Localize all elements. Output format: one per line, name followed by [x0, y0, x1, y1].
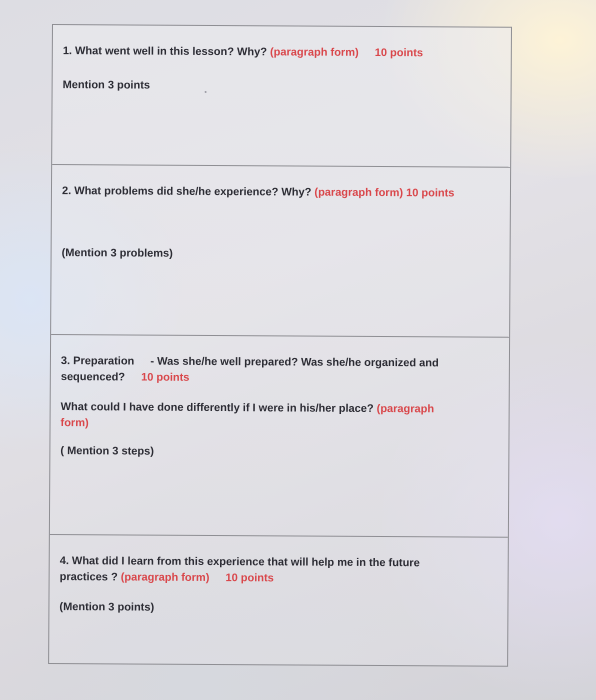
question-3-followup: What could I have done differently if I were in his/her place?: [60, 401, 374, 415]
question-4-line-2: [60, 569, 498, 588]
question-3-form: (paragraph: [376, 402, 435, 416]
question-2-cell: [51, 165, 510, 338]
question-1-instruction: Mention 3 points: [62, 79, 151, 92]
question-2-points: 10 points: [406, 187, 455, 200]
question-3-instruction: ( Mention 3 steps): [60, 445, 154, 458]
question-2-form: (paragraph form): [314, 186, 404, 200]
question-3-label: 3. Preparation: [60, 355, 135, 368]
question-3-cell: [50, 335, 509, 538]
question-3-points: 10 points: [141, 371, 190, 384]
question-1-form: (paragraph form): [269, 46, 359, 59]
question-2-instruction: (Mention 3 problems): [61, 247, 173, 260]
question-4-text-cont: practices ?: [59, 571, 118, 584]
question-3-text: - Was she/he well prepared? Was she/he organized and: [150, 355, 439, 370]
question-3-line-2: [61, 369, 499, 388]
worksheet: [48, 24, 512, 667]
question-1-cell: [52, 25, 511, 168]
question-4-cell: [49, 535, 508, 666]
question-3-form-cont: form): [60, 417, 89, 430]
question-4-line-1: 4. What did I learn from this experience that will help me in the future: [59, 555, 420, 570]
question-1-text: 1. What went well in this lesson? Why?: [62, 45, 268, 59]
stray-mark: [205, 91, 207, 93]
question-1-line: [63, 43, 501, 62]
question-4-form: (paragraph form): [120, 571, 210, 584]
question-3-text-cont: sequenced?: [60, 371, 126, 384]
question-4-instruction: (Mention 3 points): [59, 601, 155, 614]
question-2-line: [62, 183, 500, 202]
question-4-points: 10 points: [225, 572, 274, 585]
question-1-points: 10 points: [374, 46, 424, 60]
question-2-text: 2. What problems did she/he experience? Why?: [61, 185, 312, 199]
